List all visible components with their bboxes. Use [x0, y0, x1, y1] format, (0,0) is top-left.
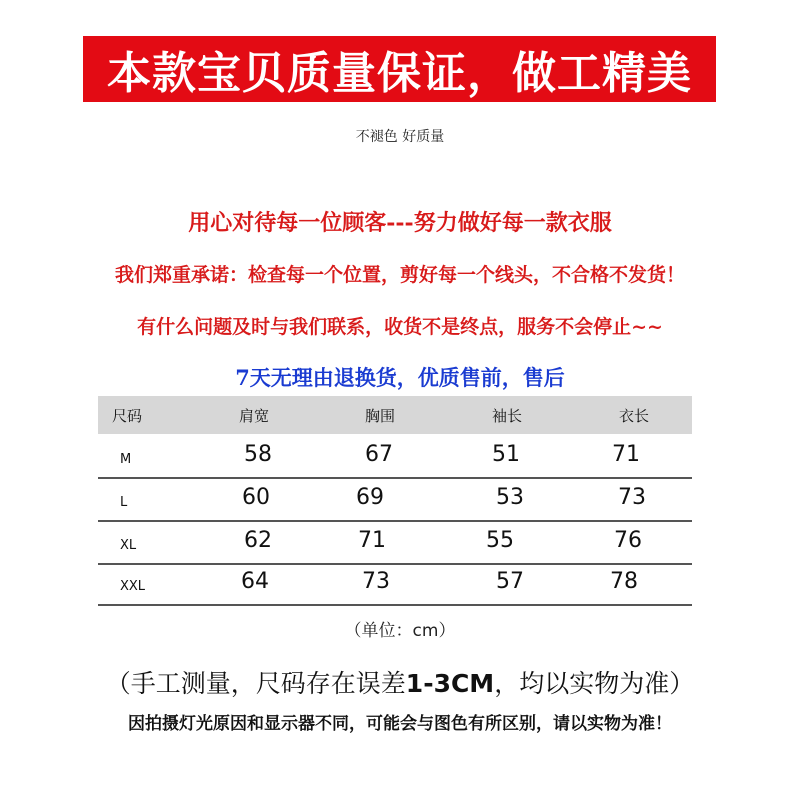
shoulder-value: 62: [244, 528, 272, 553]
length-value: 71: [612, 442, 640, 467]
table-row: [98, 563, 692, 606]
color-disclaimer: 因拍摄灯光原因和显示器不同，可能会与图色有所区别，请以实物为准！: [128, 714, 672, 734]
size-label: XL: [120, 538, 137, 553]
measurement-note-start: （手工测量，尺码存在误差: [105, 669, 406, 698]
shoulder-value: 64: [241, 569, 269, 594]
measurement-note-end: ，均以实物为准）: [494, 669, 695, 698]
header-chest: 胸围: [365, 407, 396, 425]
chest-value: 67: [365, 442, 393, 467]
title-banner: 本款宝贝质量保证，做工精美: [83, 36, 716, 102]
header-sleeve: 袖长: [492, 407, 523, 425]
size-label: M: [120, 452, 132, 467]
header-shoulder: 肩宽: [239, 407, 270, 425]
length-value: 76: [614, 528, 642, 553]
length-value: 78: [610, 569, 638, 594]
table-row: [98, 436, 692, 479]
sleeve-value: 51: [492, 442, 520, 467]
slogan-line: 用心对待每一位顾客---努力做好每一款衣服: [188, 210, 612, 236]
sleeve-value: 55: [486, 528, 514, 553]
measurement-note: [0, 664, 800, 700]
sleeve-value: 53: [496, 485, 524, 510]
chest-value: 69: [356, 485, 384, 510]
contact-line: 有什么问题及时与我们联系，收货不是终点，服务不会停止~~: [137, 316, 663, 338]
size-label: L: [120, 495, 128, 510]
subtitle: 不褪色 好质量: [355, 129, 445, 145]
unit-label: （单位：cm）: [344, 621, 456, 641]
sleeve-value: 57: [496, 569, 524, 594]
header-size: 尺码: [112, 407, 143, 425]
table-row: [98, 479, 692, 522]
chest-value: 71: [358, 528, 386, 553]
table-row: [98, 522, 692, 565]
shoulder-value: 60: [242, 485, 270, 510]
promise-line: 我们郑重承诺：检查每一个位置，剪好每一个线头，不合格不发货！: [114, 264, 685, 286]
shoulder-value: 58: [244, 442, 272, 467]
chest-value: 73: [362, 569, 390, 594]
return-policy-line: 7天无理由退换货，优质售前，售后: [235, 365, 565, 390]
measurement-error-range: 1-3CM: [405, 669, 495, 698]
length-value: 73: [618, 485, 646, 510]
header-length: 衣长: [619, 407, 650, 425]
size-table-header: [98, 396, 692, 434]
size-label: XXL: [120, 579, 146, 594]
